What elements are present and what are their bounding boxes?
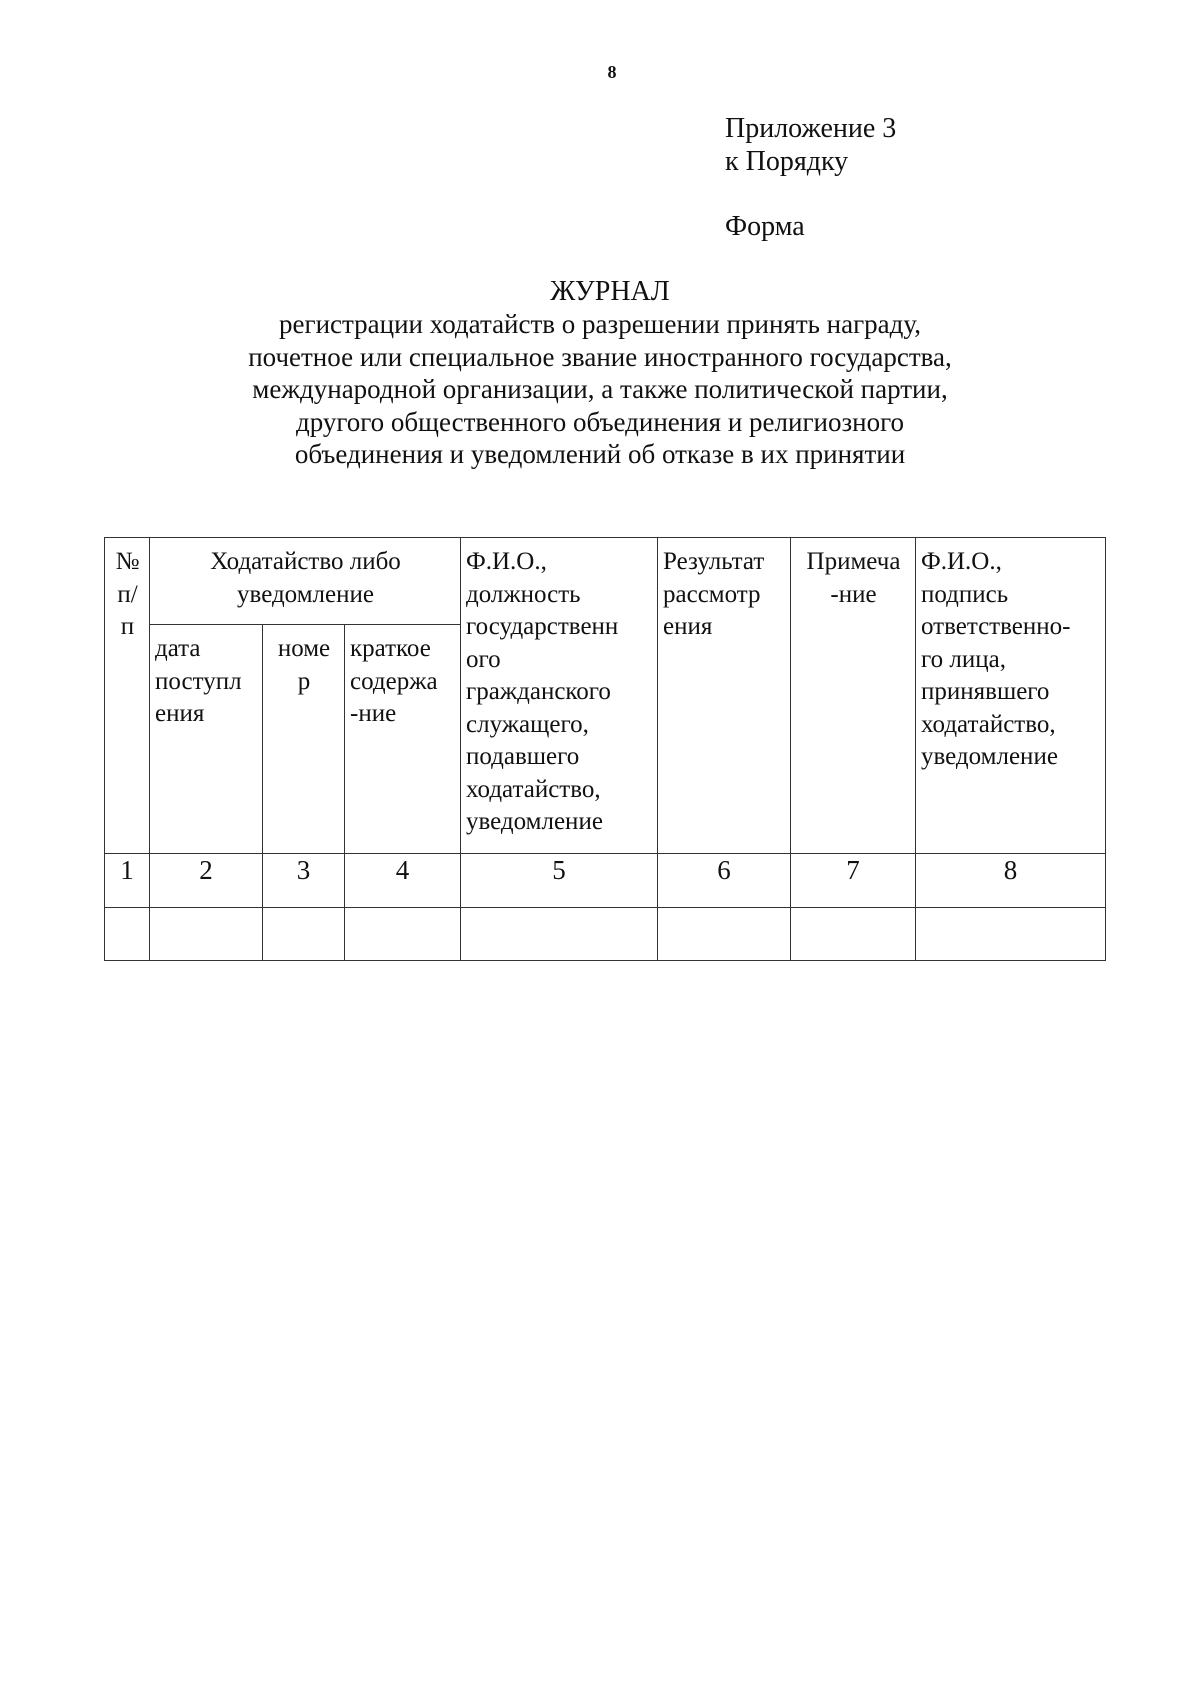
column-number-cell: 8 <box>916 854 1106 908</box>
column-number-cell: 1 <box>105 854 150 908</box>
column-number-cell: 6 <box>658 854 791 908</box>
column-number-cell: 3 <box>263 854 345 908</box>
header-cell-note <box>791 538 916 854</box>
header-cell-result <box>658 538 791 854</box>
header-num-label: номе р <box>277 635 331 695</box>
header-cell-num <box>263 625 345 854</box>
page-number: 8 <box>607 62 617 82</box>
column-number-cell: 7 <box>791 854 916 908</box>
column-number-cell: 4 <box>345 854 461 908</box>
document-subtitle <box>0 308 1200 471</box>
empty-cell <box>345 908 461 961</box>
appendix-line-2: к Порядку <box>725 146 849 177</box>
header-responsible-label: Ф.И.О., подпись ответственно- го лица, принявшего ходатайство, уведомление <box>921 548 1071 770</box>
subtitle-line: объединения и уведомлений об отказе в их принятии <box>294 439 906 469</box>
header-number-label: № п/ п <box>115 548 140 640</box>
document-title: ЖУРНАЛ <box>550 276 670 307</box>
empty-cell <box>916 908 1106 961</box>
header-cell-fio-position <box>461 538 658 854</box>
header-summary-label: краткое содержа -ние <box>350 635 438 727</box>
empty-cell <box>791 908 916 961</box>
subtitle-line: другого общественного объединения и религиозного <box>295 406 904 437</box>
header-note-label: Примеча -ние <box>806 548 901 608</box>
header-date-label: дата поступл ения <box>155 635 242 727</box>
header-cell-summary <box>345 625 461 854</box>
header-result-label: Результат рассмотр ения <box>663 548 765 640</box>
appendix-line-1: Приложение 3 <box>725 113 897 144</box>
appendix-reference <box>725 112 896 178</box>
empty-cell <box>461 908 658 961</box>
header-cell-number <box>105 538 150 854</box>
empty-cell <box>263 908 345 961</box>
column-number-cell: 2 <box>150 854 263 908</box>
journal-table <box>104 537 1106 961</box>
header-petition-group-label: Ходатайство либо уведомление <box>210 548 401 608</box>
header-row-1 <box>105 538 1106 625</box>
header-cell-petition-group <box>150 538 461 625</box>
header-fio-position-label: Ф.И.О., должность государственн ого гражданского служащего, подавшего ходатайство, уведомление <box>466 548 619 835</box>
empty-cell <box>658 908 791 961</box>
column-number-cell: 5 <box>461 854 658 908</box>
subtitle-line: регистрации ходатайств о разрешении принять награду, <box>279 309 921 339</box>
subtitle-line: почетное или специальное звание иностранного государства, <box>248 341 952 372</box>
empty-cell <box>150 908 263 961</box>
header-cell-date <box>150 625 263 854</box>
subtitle-line: международной организации, а также политической партии, <box>252 374 948 404</box>
empty-cell <box>105 908 150 961</box>
header-cell-responsible <box>916 538 1106 854</box>
empty-entry-row <box>105 908 1106 961</box>
column-number-row <box>105 854 1106 908</box>
form-label: Форма <box>725 211 805 242</box>
